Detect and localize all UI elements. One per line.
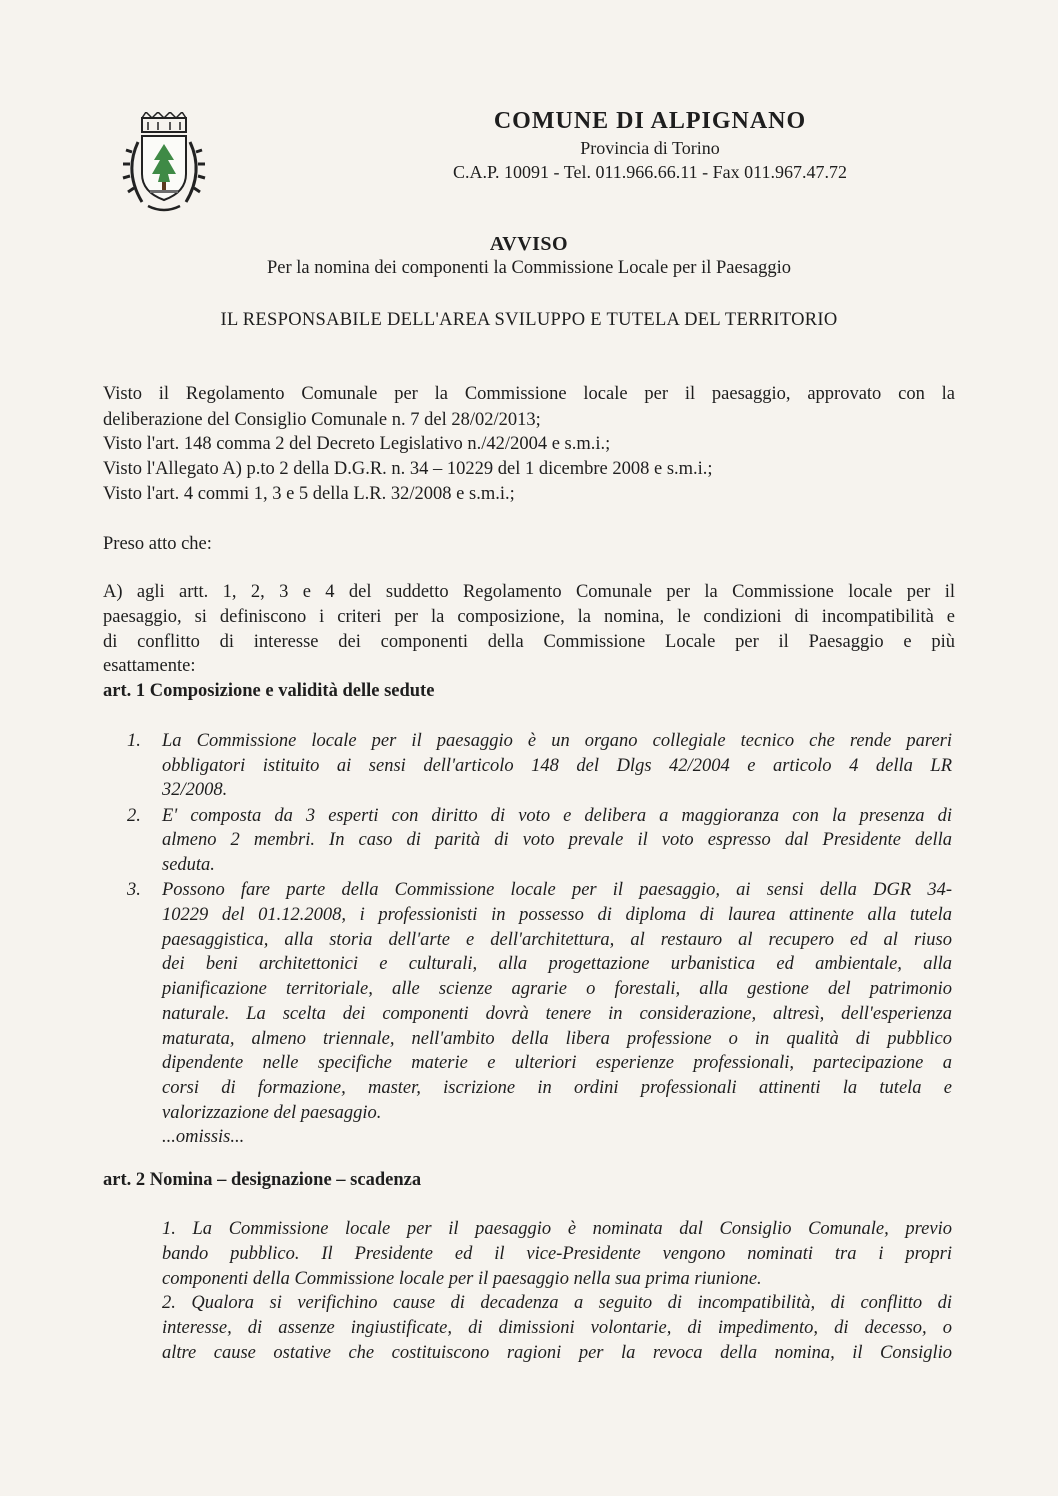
- art1-heading: art. 1 Composizione e validità delle sedute: [103, 681, 435, 701]
- responsible-heading: IL RESPONSABILE DELL'AREA SVILUPPO E TUTELA DEL TERRITORIO: [220, 310, 838, 330]
- list-number: 3.: [127, 880, 141, 900]
- list-item-line: Possono fare parte della Commissione locale per il paesaggio, ai sensi della DGR 34-: [162, 880, 952, 900]
- paragraph-a-line: esattamente:: [103, 656, 196, 676]
- province-line: Provincia di Torino: [580, 138, 720, 158]
- municipal-crest-icon: [118, 112, 210, 214]
- list-number: 2.: [127, 806, 141, 826]
- preso-atto-line: Preso atto che:: [103, 534, 212, 554]
- list-item-line: almeno 2 membri. In caso di parità di voto prevale il voto espresso dal Presidente della: [162, 830, 952, 850]
- visto-line: Visto l'art. 4 commi 1, 3 e 5 della L.R. 32/2008 e s.m.i.;: [103, 484, 515, 504]
- omissis-line: ...omissis...: [162, 1127, 245, 1147]
- visto-line: Visto l'Allegato A) p.to 2 della D.G.R. n. 34 – 10229 del 1 dicembre 2008 e s.m.i.;: [103, 459, 713, 479]
- visto-line: Visto il Regolamento Comunale per la Commissione locale per il paesaggio, approvato con la: [103, 384, 955, 404]
- art2-line: 1. La Commissione locale per il paesaggio è nominata dal Consiglio Comunale, previo: [162, 1219, 952, 1239]
- notice-subtitle: Per la nomina dei componenti la Commissione Locale per il Paesaggio: [266, 258, 792, 278]
- list-item-line: maturata, almeno triennale, nell'ambito della libera professione o in qualità di pubblico: [162, 1029, 952, 1049]
- art2-line: 2. Qualora si verifichino cause di decadenza a seguito di incompatibilità, di conflitto di: [162, 1293, 952, 1313]
- list-item-line: 32/2008.: [162, 780, 228, 800]
- visto-line: Visto l'art. 148 comma 2 del Decreto Legislativo n./42/2004 e s.m.i.;: [103, 434, 611, 454]
- list-item-line: seduta.: [162, 855, 215, 875]
- art2-line: altre cause ostative che costituiscono ragioni per la revoca della nomina, il Consiglio: [162, 1343, 952, 1363]
- list-item-line: valorizzazione del paesaggio.: [162, 1103, 382, 1123]
- list-item-line: corsi di formazione, master, iscrizione in ordini professionali attinenti la tutela e: [162, 1078, 952, 1098]
- paragraph-a-line: A) agli artt. 1, 2, 3 e 4 del suddetto Regolamento Comunale per la Commissione locale per il: [103, 582, 955, 602]
- list-number: 1.: [127, 731, 141, 751]
- notice-title: AVVISO: [489, 233, 569, 255]
- list-item-line: 10229 del 01.12.2008, i professionisti in possesso di diploma di laurea attinente alla tutela: [162, 905, 952, 925]
- list-item-line: paesaggistica, alla storia dell'arte e dell'architettura, al restauro al recupero ed al riuso: [162, 930, 952, 950]
- list-item-line: obbligatori istituito ai sensi dell'articolo 148 del Dlgs 42/2004 e articolo 4 della LR: [162, 756, 952, 776]
- contact-line: C.A.P. 10091 - Tel. 011.966.66.11 - Fax 011.967.47.72: [453, 162, 847, 182]
- art2-line: bando pubblico. Il Presidente ed il vice-Presidente vengono nominati tra i propri: [162, 1244, 952, 1264]
- art2-heading: art. 2 Nomina – designazione – scadenza: [103, 1170, 422, 1190]
- list-item-line: naturale. La scelta dei componenti dovrà tenere in considerazione, altresì, dell'esperienza: [162, 1004, 952, 1024]
- list-item-line: E' composta da 3 esperti con diritto di voto e delibera a maggioranza con la presenza di: [162, 806, 952, 826]
- list-item-line: dipendente nelle specifiche materie e ulteriori esperienze professionali, partecipazione a: [162, 1053, 952, 1073]
- paragraph-a-line: paesaggio, si definiscono i criteri per la composizione, la nomina, le condizioni di incompatibilità e: [103, 607, 955, 627]
- art2-line: componenti della Commissione locale per il paesaggio nella sua prima riunione.: [162, 1269, 762, 1289]
- list-item-line: La Commissione locale per il paesaggio è un organo collegiale tecnico che rende pareri: [162, 731, 952, 751]
- paragraph-a-line: di conflitto di interesse dei componenti della Commissione Locale per il Paesaggio e più: [103, 632, 955, 652]
- list-item-line: pianificazione territoriale, alle scienze agrarie o forestali, alla gestione del patrimonio: [162, 979, 952, 999]
- art2-line: interesse, di assenze ingiustificate, di dimissioni volontarie, di impedimento, di decesso, o: [162, 1318, 952, 1338]
- visto-line: deliberazione del Consiglio Comunale n. 7 del 28/02/2013;: [103, 410, 541, 430]
- list-item-line: dei beni architettonici e culturali, alla progettazione urbanistica ed ambientale, alla: [162, 954, 952, 974]
- municipality-name: COMUNE DI ALPIGNANO: [493, 108, 807, 134]
